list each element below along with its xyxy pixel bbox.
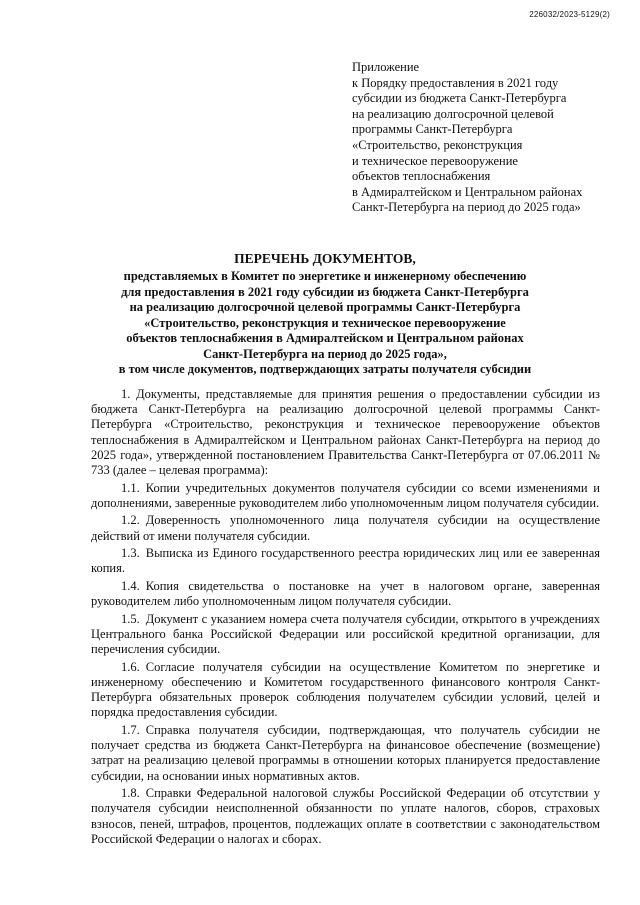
appendix-header (352, 60, 622, 216)
list-item (91, 786, 600, 847)
item-number: 1.3. (121, 546, 140, 561)
title-line: в том числе документов, подтверждающих затраты получателя субсидии (118, 362, 532, 376)
appendix-line: Приложение (352, 60, 420, 74)
item-number: 1.7. (121, 723, 140, 737)
item-text: Согласие получателя субсидии на осуществление Комитетом по энергетике и инженерному обеспечению и Комитетом государственного финансового контроля Санкт-Петербурга обязательных проверок соблюдения получателем субсидии условий, целей и порядка предоставления субсидии. (91, 659, 600, 720)
item-text: Документ с указанием номера счета получателя субсидии, открытого в учреждениях Центрального банка Российской Федерации или российской кредитной организации, для перечисления субсидии. (91, 611, 600, 657)
item-text: Копии учредительных документов получателя субсидии со всеми изменениями и дополнениями, заверенные руководителем либо уполномоченным лицом получателя субсидии. (91, 480, 600, 510)
list-item (91, 660, 600, 721)
document-title (90, 250, 560, 378)
item-text: Справка получателя субсидии, подтверждающая, что получатель субсидии не получает средства из бюджета Санкт-Петербурга на финансовое обеспечение (возмещение) затрат на реализацию целевой программы в отношении которых планируется предоставление субсидии, на основании иных нормативных актов. (91, 723, 600, 783)
list-item (91, 723, 600, 784)
appendix-line: на реализацию долгосрочной целевой (352, 106, 554, 121)
item-number: 1.2. (121, 513, 140, 528)
item-text: Доверенность уполномоченного лица получателя субсидии на осуществление действий от имени получателя субсидии. (91, 513, 600, 543)
document-number: 226032/2023-5129(2) (529, 10, 610, 19)
appendix-line: субсидии из бюджета Санкт-Петербурга (352, 91, 567, 106)
list-item (91, 579, 600, 609)
item-text: Справки Федеральной налоговой службы Российской Федерации об отсутствии у получателя субсидии неисполненной обязанности по уплате налогов, сборов, страховых взносов, пеней, штрафов, процентов, подлежащих оплате в соответствии с законодательством Российской Федерации о налогах и сборах. (91, 786, 600, 846)
list-item (91, 513, 600, 543)
appendix-line: объектов теплоснабжения (352, 169, 491, 184)
item-text: Выписка из Единого государственного реестра юридических лиц или ее заверенная копия. (91, 546, 600, 576)
appendix-line: и техническое перевооружение (352, 153, 518, 168)
title-line: «Строительство, реконструкция и техническое перевооружение (144, 315, 506, 330)
appendix-line: в Адмиралтейском и Центральном районах (352, 184, 583, 199)
appendix-line: Санкт-Петербурга на период до 2025 года» (352, 200, 581, 215)
document-body (91, 387, 600, 849)
item-number: 1.4. (121, 579, 140, 593)
appendix-line: программы Санкт-Петербурга (352, 122, 513, 137)
list-item (91, 546, 600, 576)
title-line: объектов теплоснабжения в Адмиралтейском и Центральном районах (126, 331, 524, 345)
title-main: ПЕРЕЧЕНЬ ДОКУМЕНТОВ, (234, 251, 416, 266)
appendix-line: к Порядку предоставления в 2021 году (352, 75, 559, 90)
list-item (91, 612, 600, 658)
intro-paragraph: 1. Документы, представляемые для принятия решения о предоставлении субсидии из бюджета Санкт-Петербурга на реализацию долгосрочной целевой программы Санкт-Петербурга «Строительство, реконструкция и техническое перевооружение объектов теплоснабжения в Адмиралтейском и Центральном районах Санкт-Петербурга на период до 2025 года», утвержденной постановлением Правительства Санкт-Петербурга от 07.06.2011 № 733 (далее – целевая программа): (91, 387, 600, 478)
item-number: 1.8. (121, 786, 140, 801)
appendix-line: «Строительство, реконструкция (352, 137, 523, 152)
list-item (91, 481, 600, 511)
title-line: на реализацию долгосрочной целевой программы Санкт-Петербурга (129, 300, 521, 314)
title-line: Санкт-Петербурга на период до 2025 года», (203, 346, 447, 361)
item-text: Копия свидетельства о постановке на учет в налоговом органе, заверенная руководителем либо уполномоченным лицом получателя субсидии. (91, 579, 600, 609)
title-line: представляемых в Комитет по энергетике и инженерному обеспечению (123, 269, 527, 283)
item-number: 1.5. (121, 611, 140, 626)
title-line: для предоставления в 2021 году субсидии из бюджета Санкт-Петербурга (121, 284, 529, 299)
item-number: 1.1. (121, 480, 140, 495)
item-number: 1.6. (121, 659, 140, 674)
